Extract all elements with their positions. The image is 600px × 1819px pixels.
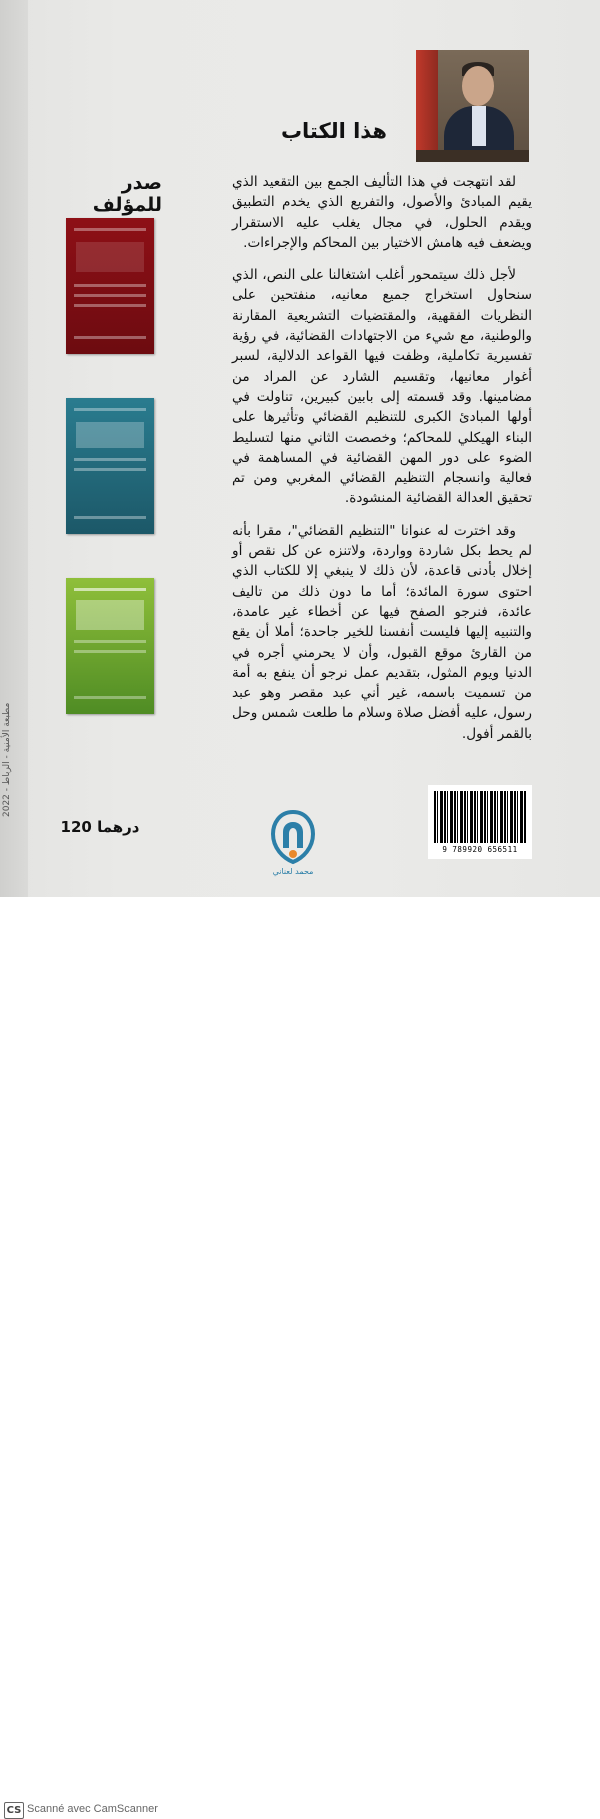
author-books-heading: صدر للمؤلف bbox=[92, 172, 162, 216]
book-cover-thumbnail-3 bbox=[66, 578, 154, 714]
book-price: 120 درهما bbox=[60, 818, 140, 836]
description-paragraph-1: لقد انتهجت في هذا التأليف الجمع بين التقعيد الذي يقيم المبادئ والأصول، والتفريع الذي يخدم التطبيق ويقدم الحلول، في مجال يغلب عليه الاستقرار ويضعف فيه هامش الاختيار بين المحاكم والإجراءات. bbox=[232, 174, 532, 251]
publisher-name: محمد لعناني bbox=[272, 867, 314, 876]
section-title: هذا الكتاب bbox=[280, 119, 387, 143]
description-paragraph-3: وقد اخترت له عنوانا "التنظيم القضائي"، مقرا بأنه لم يحط بكل شاردة وواردة، ولاتنزه عن كل نقص أو إخلال بأدنى قاعدة، لأن ذلك لا ينبغي إلا للكتاب الذي احتوى سورة المائدة؛ أما ما دون ذلك من تاليف عائدة، فنرجو الصفح فيها عن أخطاء غير عامدة، والتنبيه إليها فليست أنفسنا للخير جاحدة؛ أملا أن يقع من القارئ موقع القبول، وأن لا يحرمني أجره في الدنيا ويوم المثول، بتقديم عمل نرجو أن ينفع به أمة من تسميت باسمه، غير أني عبد مقصر وهو عبد رسول، عليه أفضل صلاة وسلام ما طلعت شمس وحل بالقمر أفول. bbox=[232, 522, 532, 742]
isbn-number: 9 789920 656511 bbox=[442, 845, 518, 854]
author-photo bbox=[416, 50, 529, 162]
isbn-barcode bbox=[428, 785, 532, 859]
description-paragraph-2: لأجل ذلك سيتمحور أغلب اشتغالنا على النص، الذي سنحاول استخراج جميع معانيه، منفتحين على النظريات الفقهية، والمقتضيات التشريعية المقارنة والوطنية، مع شيء من الاجتهادات القضائية، في رؤية تفسيرية تكاملية، وظفت فيها القواعد الدلالية، لسبر أغوار معانيها، وتقسيم الشارد عن المراد من مضامينها. وقد قسمته إلى بابين كبيرين، تناولت في أولها المبادئ الكبرى للتنظيم القضائي وتأثيرها على البناء الهيكلي للمحاكم؛ وخصصت الثاني منها لتسليط الضوء على دور المهن القضائية في المساهمة في فعالية وانسجام التنظيم القضائي المغربي ومن تم تحقيق العدالة القضائية المنشودة. bbox=[232, 267, 532, 507]
camscanner-logo-icon: CS bbox=[4, 1802, 24, 1819]
book-back-cover bbox=[0, 0, 600, 897]
barcode-bars bbox=[434, 791, 526, 843]
spine-printer-text: مطبعة الأمنية - الرباط - 2022 bbox=[2, 702, 12, 818]
book-description bbox=[232, 172, 532, 756]
scanner-watermark-text: Scanné avec CamScanner bbox=[27, 1803, 158, 1815]
scanner-footer bbox=[0, 897, 600, 1816]
book-cover-thumbnail-2 bbox=[66, 398, 154, 534]
publisher-logo-icon bbox=[267, 808, 319, 866]
book-cover-thumbnail-1 bbox=[66, 218, 154, 354]
